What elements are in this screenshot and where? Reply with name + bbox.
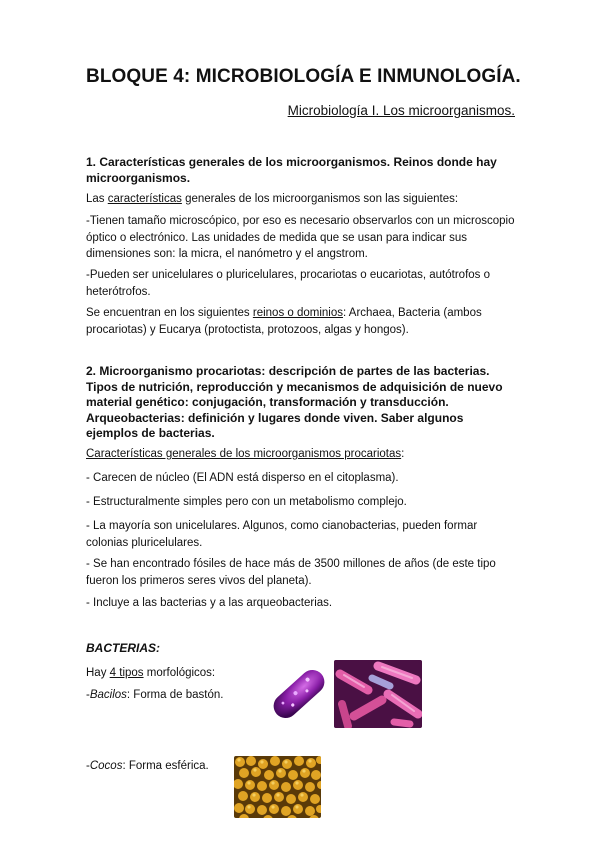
bacillus-illustration-image <box>269 660 329 728</box>
list-item: - Incluye a las bacterias y a las arqueobacterias. <box>86 597 333 609</box>
link-4-tipos: 4 tipos <box>109 667 144 679</box>
cocci-micrograph-image <box>234 756 321 818</box>
text-span: Las <box>86 193 108 205</box>
text-span: Hay <box>86 667 110 679</box>
document-title: BLOQUE 4: MICROBIOLOGÍA E INMUNOLOGÍA. <box>86 66 521 87</box>
cocos-name: Cocos <box>89 760 123 772</box>
bacterias-heading: BACTERIAS: <box>86 641 160 655</box>
bacilos-name: Bacilos <box>89 689 127 701</box>
bacterias-intro <box>86 665 266 682</box>
link-caracteristicas: características <box>107 193 182 205</box>
list-item: - Se han encontrado fósiles de hace más de 3500 millones de años (de este tipo fueron los primeros seres vivos del planeta). <box>86 558 496 587</box>
link-caracteristicas-procariotas: Características generales de los microorganismos procariotas <box>86 448 402 460</box>
list-item: - Carecen de núcleo (El ADN está disperso en el citoplasma). <box>86 472 399 484</box>
text-span: : Forma esférica. <box>122 760 209 772</box>
section2-intro <box>86 446 518 463</box>
text-span: : Forma de bastón. <box>126 689 224 701</box>
section2-heading: 2. Microorganismo procariotas: descripción de partes de las bacterias. Tipos de nutrición, reproducción y mecanismos de adquisición de nuevo material genético: conjugación, transformación y transducción. Arqueobacterias: definición y lugares donde viven. Saber algunos ejemplos de bacterias. <box>86 364 503 440</box>
text-span: Se encuentran en los siguientes <box>86 307 253 319</box>
bacilli-micrograph-image <box>334 660 422 728</box>
text-span: generales de los microorganismos son las siguientes: <box>181 193 459 205</box>
text-span: : Archaea, Bacteria (ambos procariotas) y Eucarya (protoctista, protozoos, algas y hongos). <box>86 307 482 336</box>
section1-paragraph-1 <box>86 191 518 208</box>
section1-paragraph-3: -Pueden ser unicelulares o pluricelulares, procariotas o eucariotas, autótrofos o heterótrofos. <box>86 269 490 298</box>
cocos-line: -Cocos: Forma esférica. <box>86 760 209 772</box>
bacilos-line: -Bacilos: Forma de bastón. <box>86 689 224 701</box>
link-reinos-dominios: reinos o dominios <box>252 307 344 319</box>
section1-paragraph-4 <box>86 305 518 338</box>
list-item: - La mayoría son unicelulares. Algunos, como cianobacterias, pueden formar colonias pluricelulares. <box>86 520 478 549</box>
section1-paragraph-2: -Tienen tamaño microscópico, por eso es necesario observarlos con un microscopio óptico o electrónico. Las unidades de medida que se usan para indicar sus dimensiones son: la micra, el nanómetro y el angstrom. <box>86 215 515 260</box>
text-span: : <box>401 448 405 460</box>
section1-heading: 1. Características generales de los microorganismos. Reinos donde hay microorganismos. <box>86 155 497 185</box>
text-span: morfológicos: <box>143 667 216 679</box>
document-subtitle: Microbiología I. Los microorganismos. <box>287 103 515 118</box>
list-item: - Estructuralmente simples pero con un metabolismo complejo. <box>86 496 407 508</box>
